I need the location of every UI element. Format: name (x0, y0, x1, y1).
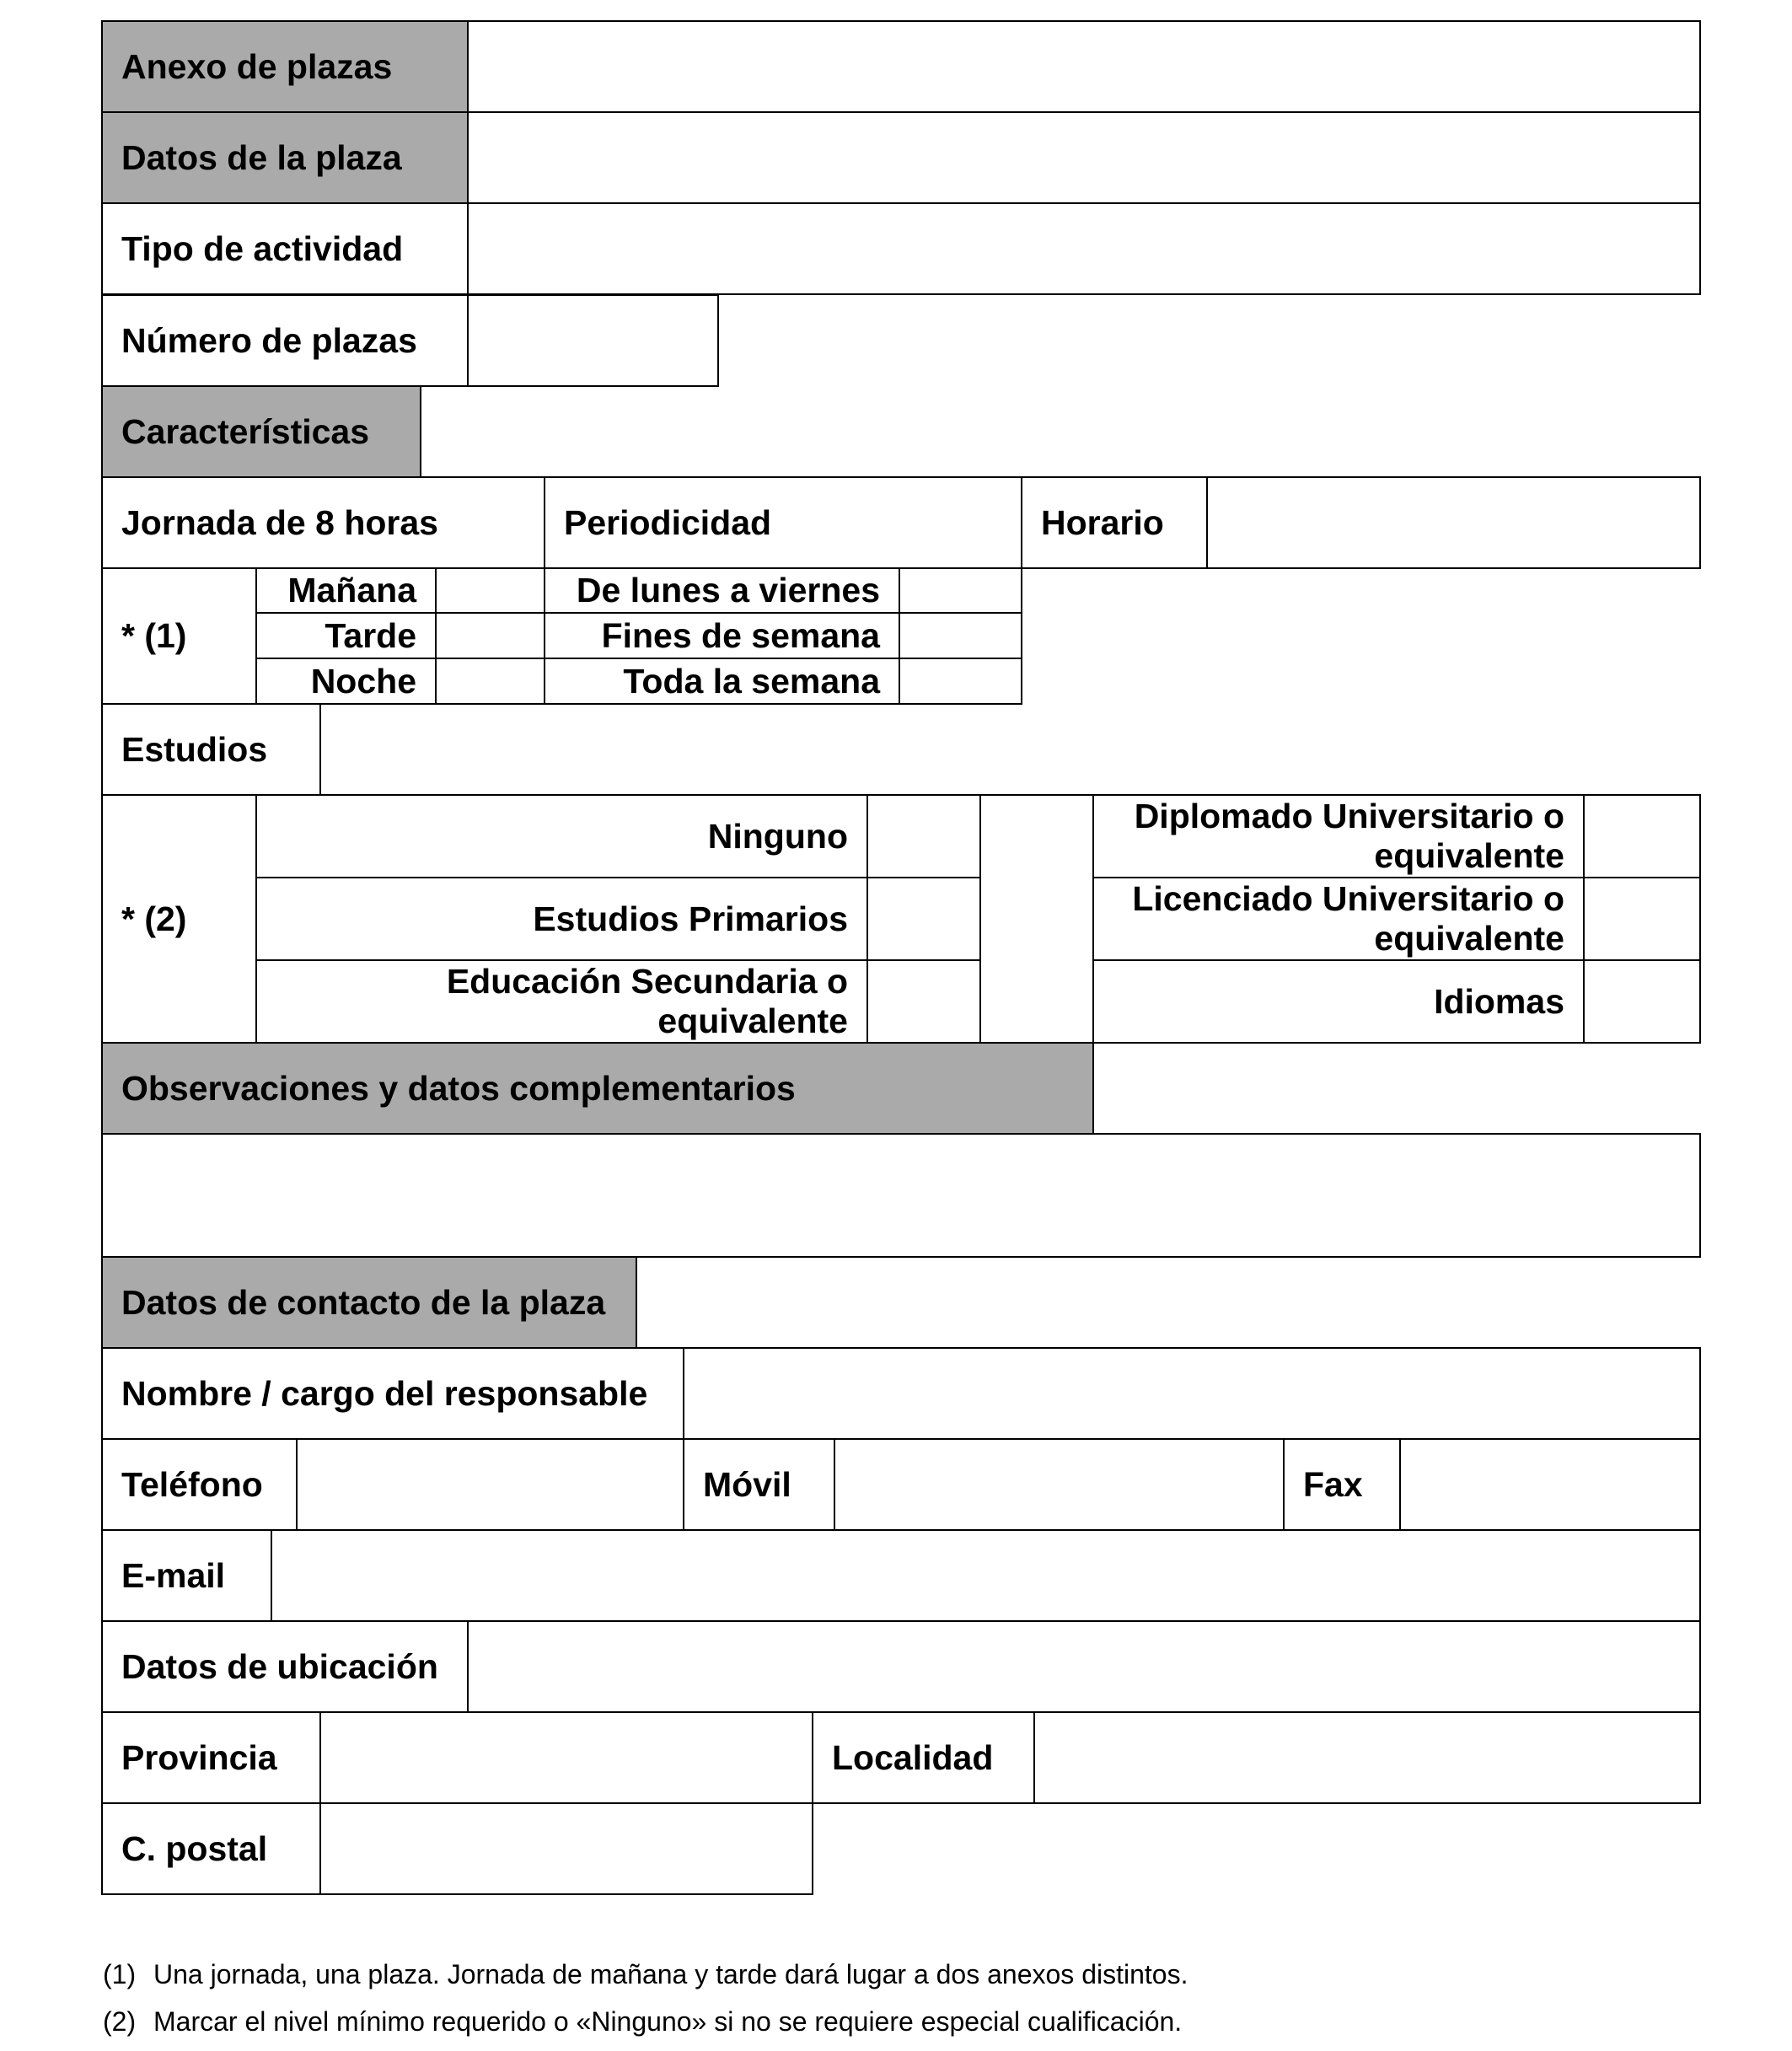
periodicidad-label: Periodicidad (544, 476, 1022, 569)
movil-label: Móvil (683, 1438, 835, 1531)
studies-separator (979, 794, 1094, 1044)
primarios-label: Estudios Primarios (255, 877, 868, 961)
observaciones-field[interactable] (101, 1133, 1701, 1258)
responsable-label: Nombre / cargo del responsable (101, 1347, 684, 1440)
diplomado-check[interactable] (1583, 794, 1701, 878)
mark-1-label: * (1) (101, 567, 257, 705)
secundaria-check[interactable] (866, 959, 981, 1044)
secundaria-label: Educación Secundaria o equivalente (255, 959, 868, 1044)
footnote-2-text: Marcar el nivel mínimo requerido o «Ninguno» si no se requiere especial cualificación. (153, 2006, 1183, 2037)
telefono-label: Teléfono (101, 1438, 298, 1531)
observaciones-label: Observaciones y datos complementarios (101, 1042, 1094, 1135)
mark-2-label: * (2) (101, 794, 257, 1044)
idiomas-label: Idiomas (1092, 959, 1585, 1044)
localidad-field[interactable] (1033, 1711, 1701, 1804)
anexo-label: Anexo de plazas (101, 20, 469, 113)
localidad-label: Localidad (812, 1711, 1035, 1804)
fax-label: Fax (1283, 1438, 1401, 1531)
footnote-2 (103, 2005, 1182, 2038)
footnote-2-num: (2) (103, 2006, 137, 2037)
caracteristicas-label: Características (101, 385, 421, 478)
tarde-label: Tarde (255, 612, 437, 659)
noche-label: Noche (255, 658, 437, 705)
horario-label: Horario (1021, 476, 1208, 569)
diplomado-label: Diplomado Universitario o equivalente (1092, 794, 1585, 878)
manana-check[interactable] (435, 567, 545, 614)
cpostal-label: C. postal (101, 1802, 321, 1895)
movil-field[interactable] (834, 1438, 1285, 1531)
footnote-1-text: Una jornada, una plaza. Jornada de mañana y tarde dará lugar a dos anexos distintos. (153, 1959, 1188, 1989)
contacto-label: Datos de contacto de la plaza (101, 1256, 637, 1349)
toda-semana-label: Toda la semana (544, 658, 900, 705)
horario-field[interactable] (1206, 476, 1701, 569)
jornada-label: Jornada de 8 horas (101, 476, 545, 569)
email-label: E-mail (101, 1529, 272, 1622)
primarios-check[interactable] (866, 877, 981, 961)
datos-plaza-label: Datos de la plaza (101, 111, 469, 204)
telefono-field[interactable] (296, 1438, 684, 1531)
fax-field[interactable] (1399, 1438, 1701, 1531)
toda-semana-check[interactable] (899, 658, 1022, 705)
lunes-viernes-check[interactable] (899, 567, 1022, 614)
responsable-field[interactable] (683, 1347, 1701, 1440)
tarde-check[interactable] (435, 612, 545, 659)
cpostal-field[interactable] (319, 1802, 813, 1895)
provincia-field[interactable] (319, 1711, 813, 1804)
noche-check[interactable] (435, 658, 545, 705)
ninguno-label: Ninguno (255, 794, 868, 878)
tipo-actividad-field[interactable] (467, 202, 1701, 295)
numero-plazas-label: Número de plazas (101, 294, 469, 387)
lunes-viernes-label: De lunes a viernes (544, 567, 900, 614)
licenciado-check[interactable] (1583, 877, 1701, 961)
provincia-label: Provincia (101, 1711, 321, 1804)
estudios-label: Estudios (101, 703, 321, 796)
fines-semana-check[interactable] (899, 612, 1022, 659)
numero-plazas-field[interactable] (467, 294, 719, 387)
manana-label: Mañana (255, 567, 437, 614)
idiomas-check[interactable] (1583, 959, 1701, 1044)
ninguno-check[interactable] (866, 794, 981, 878)
tipo-actividad-label: Tipo de actividad (101, 202, 469, 295)
footnote-1 (103, 1957, 1188, 1991)
licenciado-label: Licenciado Universitario o equivalente (1092, 877, 1585, 961)
ubicacion-label: Datos de ubicación (101, 1620, 469, 1713)
footnote-1-num: (1) (103, 1959, 137, 1989)
fines-semana-label: Fines de semana (544, 612, 900, 659)
ubicacion-field[interactable] (467, 1620, 1701, 1713)
email-field[interactable] (271, 1529, 1701, 1622)
datos-plaza-field[interactable] (467, 111, 1701, 204)
anexo-field[interactable] (467, 20, 1701, 113)
